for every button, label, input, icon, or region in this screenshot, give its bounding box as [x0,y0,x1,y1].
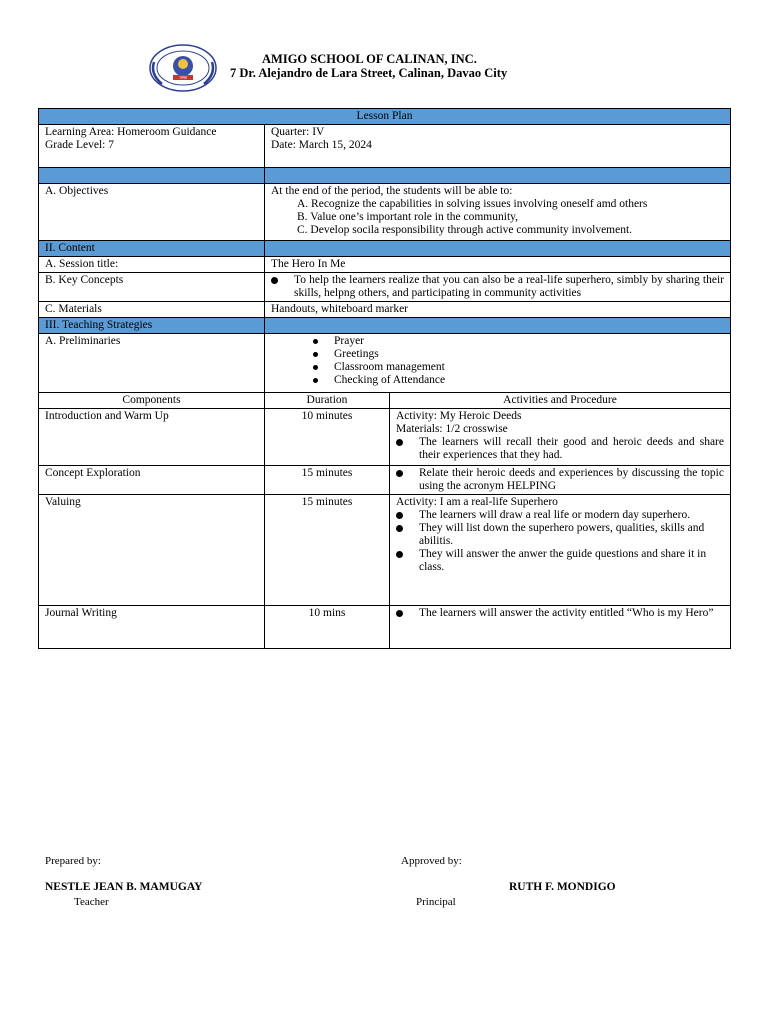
strategies-heading: III. Teaching Strategies [39,318,265,334]
bullet-icon [396,610,403,617]
activity-bullet: The learners will draw a real life or modern day superhero. [396,509,724,522]
objective-item: C. Develop socila responsibility through active community involvement. [297,224,633,236]
objective-item: B. Value one’s important role in the community, [297,211,519,223]
activity-bullet: Relate their heroic deeds and experiences by discussing the topic using the acronym HELPING [396,467,724,493]
activity-cell [390,606,731,649]
objective-item: A. Recognize the capabilities in solving issues involving oneself amd others [297,198,648,210]
materials-value: Handouts, whiteboard marker [265,302,731,318]
table-row [39,409,731,466]
grade-level: Grade Level: 7 [45,139,114,151]
table-row [39,606,731,649]
prepared-by-label: Prepared by: [45,855,101,867]
lesson-plan-title: Lesson Plan [39,109,731,125]
key-concepts-cell [265,273,731,302]
activity-cell [390,409,731,466]
info-left-cell [39,125,265,168]
preliminaries-label: A. Preliminaries [39,334,265,393]
key-concept-text: To help the learners realize that you can also be a real-life superhero, simbly by sharing their skills, helpng others, and participating in community activities [294,274,724,299]
objectives-intro: At the end of the period, the students will be able to: [271,185,513,197]
col-components-header: Components [39,393,265,409]
strategies-heading-row [39,318,731,334]
activity-materials: Materials: 1/2 crosswise [396,423,508,435]
session-row [39,257,731,273]
principal-role: Principal [416,896,456,908]
session-label: A. Session title: [39,257,265,273]
school-name: AMIGO SCHOOL OF CALINAN, INC. [262,52,477,66]
component-name: Journal Writing [39,606,265,649]
materials-row [39,302,731,318]
principal-name: RUTH F. MONDIGO [509,881,616,893]
svg-text:1990: 1990 [179,75,187,80]
materials-label: C. Materials [39,302,265,318]
activity-title: Activity: I am a real-life Superhero [396,496,558,508]
bullet-icon [313,352,318,357]
content-heading: II. Content [39,241,265,257]
col-activities-header: Activities and Procedure [390,393,731,409]
content-heading-blank [265,241,731,257]
learning-area: Learning Area: Homeroom Guidance [45,126,217,138]
bullet-icon [396,551,403,558]
content-heading-row [39,241,731,257]
date: Date: March 15, 2024 [271,139,372,151]
component-name: Concept Exploration [39,466,265,495]
duration-value: 15 minutes [265,466,390,495]
school-seal-logo [148,44,218,92]
info-row [39,125,731,168]
blank-blue-row [39,168,731,184]
activity-bullet: They will answer the anwer the guide questions and share it in class. [396,548,724,574]
table-row [39,495,731,606]
duration-value: 15 minutes [265,495,390,606]
preliminary-item: Checking of Attendance [313,374,724,387]
bullet-icon [396,470,403,477]
preliminaries-cell [265,334,731,393]
activity-bullet: The learners will recall their good and heroic deeds and share their experiences that they had. [396,436,724,462]
duration-value: 10 minutes [265,409,390,466]
bullet-icon [313,378,318,383]
bullet-icon [313,365,318,370]
teacher-name: NESTLE JEAN B. MAMUGAY [45,881,203,893]
activity-title: Activity: My Heroic Deeds [396,410,522,422]
title-row [39,109,731,125]
bullet-icon [396,439,403,446]
school-address: 7 Dr. Alejandro de Lara Street, Calinan, Davao City [230,66,508,80]
lesson-plan-table [38,108,731,649]
blank-blue-cell-right [265,168,731,184]
preliminary-item: Classroom management [313,361,724,374]
objectives-label: A. Objectives [39,184,265,241]
objectives-cell [265,184,731,241]
col-duration-header: Duration [265,393,390,409]
activity-bullet: They will list down the superhero powers, qualities, skills and abilitis. [396,522,724,548]
duration-value: 10 mins [265,606,390,649]
approved-by-label: Approved by: [401,855,462,867]
key-concepts-label: B. Key Concepts [39,273,265,302]
bullet-icon [396,512,403,519]
preliminaries-row [39,334,731,393]
quarter: Quarter: IV [271,126,325,138]
session-title: The Hero In Me [265,257,731,273]
bullet-icon [396,525,403,532]
info-right-cell [265,125,731,168]
preliminary-item: Prayer [313,335,724,348]
key-concepts-row [39,273,731,302]
preliminary-item: Greetings [313,348,724,361]
teacher-role: Teacher [74,896,109,908]
blank-blue-cell-left [39,168,265,184]
component-name: Introduction and Warm Up [39,409,265,466]
key-concept-item [271,274,724,300]
table-row [39,466,731,495]
objectives-row [39,184,731,241]
strategies-heading-blank [265,318,731,334]
activity-cell [390,466,731,495]
activity-cell [390,495,731,606]
activity-bullet: The learners will answer the activity entitled “Who is my Hero” [396,607,724,620]
bullet-icon [313,339,318,344]
columns-header-row [39,393,731,409]
bullet-icon [271,277,278,284]
component-name: Valuing [39,495,265,606]
